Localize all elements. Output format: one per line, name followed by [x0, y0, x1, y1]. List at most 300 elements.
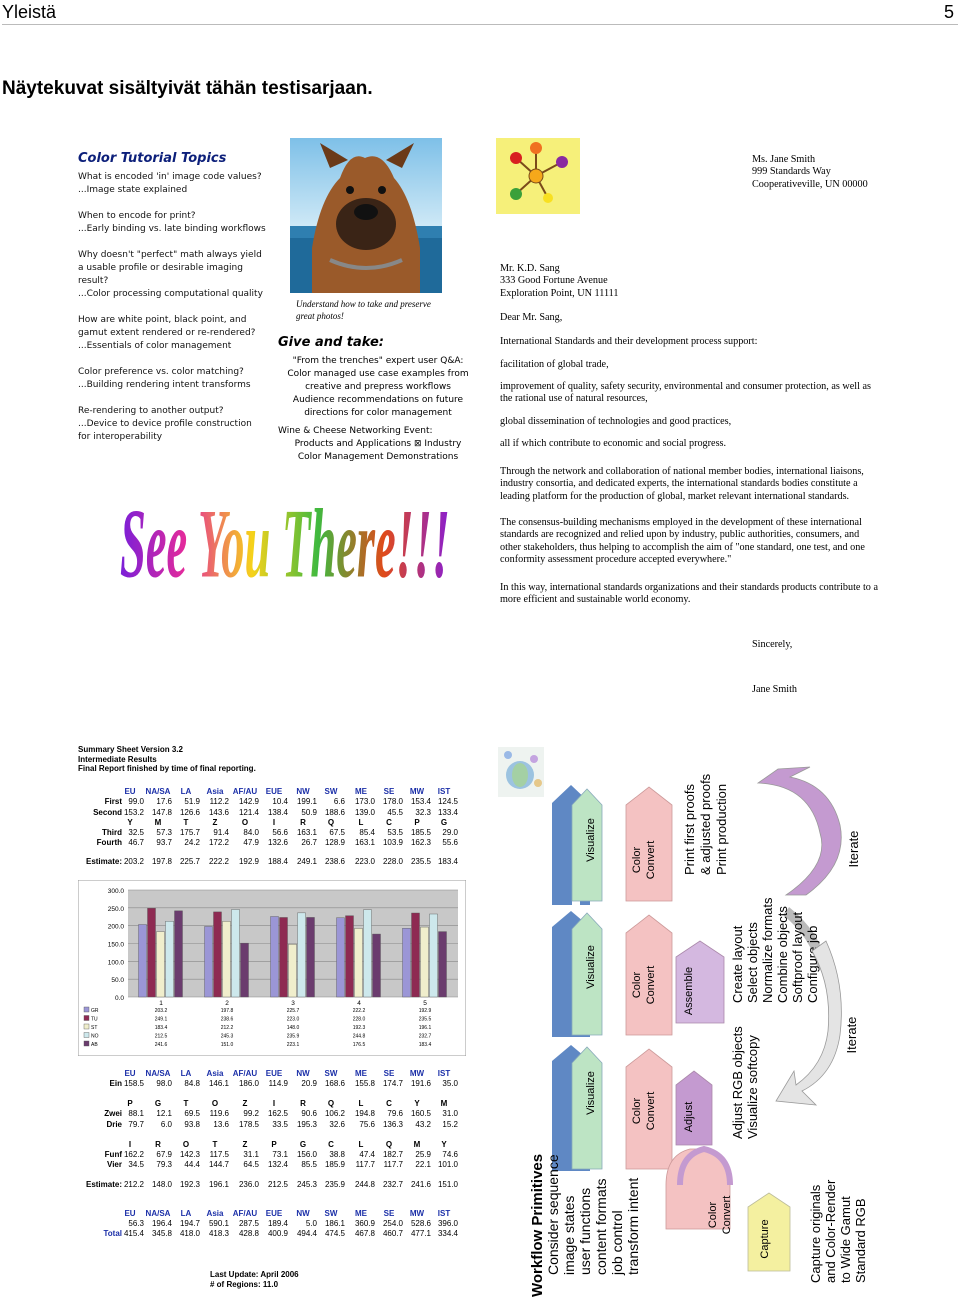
column-header: P [271, 1140, 277, 1149]
data-table-cell: 192.9 [418, 1008, 432, 1014]
table-cell: 236.0 [238, 1180, 259, 1189]
table-cell: 178.5 [238, 1120, 259, 1129]
table-cell: 34.5 [128, 1160, 144, 1169]
tutorial-block [78, 249, 278, 301]
address-line: Exploration Point, UN 11111 [500, 287, 619, 299]
table-cell: 172.2 [208, 838, 229, 847]
stage2-assemble-label: Assemble [683, 966, 695, 1016]
table-cell: 186.0 [238, 1079, 259, 1088]
column-header: SW [324, 1069, 338, 1078]
data-table-cell: 225.7 [286, 1008, 300, 1014]
row-label: Ein [109, 1079, 122, 1088]
table-cell: 79.3 [156, 1160, 172, 1169]
bar-tu [346, 916, 354, 997]
column-header: Z [212, 818, 218, 827]
table-cell: 158.5 [123, 1079, 144, 1088]
salutation: Dear Mr. Sang, [500, 312, 563, 323]
letter-bullet: facilitation of global trade, [500, 359, 609, 370]
tutorial-line: ...Image state explained [78, 185, 188, 195]
table-cell: 212.5 [267, 1180, 288, 1189]
table-cell: 191.6 [410, 1079, 431, 1088]
table-cell: 189.4 [267, 1219, 288, 1228]
column-header: T [212, 1140, 218, 1149]
bar-st [223, 921, 231, 997]
table-cell: 117.7 [383, 1160, 403, 1169]
column-header: M [440, 1099, 448, 1108]
y-tick-label: 100.0 [107, 959, 124, 967]
tutorial-line: a usable profile or desirable imaging [78, 263, 243, 273]
summary-header [78, 745, 256, 774]
letter-intro: International Standards and their development process support: [500, 336, 758, 347]
table-cell: 418.3 [208, 1229, 229, 1238]
stage2-text-line: Create layout [730, 925, 745, 1003]
table-cell: 73.1 [272, 1150, 288, 1159]
table-cell: 142.9 [238, 797, 259, 806]
give-line: "From the trenches" expert user Q&A: [292, 356, 464, 366]
tutorial-block [78, 366, 278, 392]
table-cell: 155.8 [354, 1079, 375, 1088]
table-cell: 225.7 [179, 857, 200, 866]
data-table-cell: 249.1 [154, 1016, 168, 1023]
tutorial-line: Why doesn't "perfect" math always yield [78, 250, 262, 260]
bar-st [355, 928, 363, 997]
bar-gr [337, 918, 345, 997]
column-header: EUE [265, 1069, 283, 1078]
region-count: # of Regions: 11.0 [210, 1280, 279, 1289]
tutorial-line: Re-rendering to another output? [78, 406, 224, 416]
table-cell: 254.0 [382, 1219, 403, 1228]
table-cell: 400.9 [267, 1229, 288, 1238]
legend-label: ST [91, 1025, 98, 1031]
column-header: IST [437, 1069, 451, 1078]
bar-no [166, 921, 174, 997]
section-title: Yleistä [2, 2, 57, 22]
letter-bullet: global dissemination of technologies and good practices, [500, 416, 732, 427]
stage1-visualize-label: Visualize [585, 818, 597, 862]
primitive-item: image states [561, 1195, 577, 1275]
table-cell: 178.0 [382, 797, 403, 806]
stage2-iterate-label: Iterate [844, 1016, 859, 1054]
data-table-cell: 223.1 [286, 1042, 300, 1048]
table-cell: 85.4 [359, 828, 375, 837]
row-label: Zwei [104, 1109, 122, 1118]
column-header: LA [180, 787, 192, 796]
page-heading: Näytekuvat sisältyivät tähän testisarjaan. [2, 78, 373, 99]
table-cell: 241.6 [410, 1180, 431, 1189]
table-cell: 143.6 [208, 808, 229, 817]
table-cell: 91.4 [213, 828, 229, 837]
stage2-text-line: Combine objects [775, 906, 790, 1003]
column-header: C [386, 1099, 392, 1108]
data-table-cell: 151.0 [220, 1042, 234, 1048]
column-header: Z [242, 1099, 248, 1108]
table-cell: 114.9 [268, 1079, 288, 1088]
row-label: Estimate: [85, 1180, 122, 1189]
column-header: L [358, 1140, 364, 1149]
give-and-take-panel [278, 336, 478, 464]
column-header: Asia [206, 1069, 224, 1078]
tutorial-line: ...Building rendering intent transforms [78, 380, 251, 390]
table-cell: 31.1 [243, 1150, 259, 1159]
column-header: L [358, 818, 364, 827]
column-header: Z [242, 1140, 248, 1149]
table-cell: 10.4 [272, 797, 288, 806]
column-header: IST [437, 1209, 451, 1218]
data-table-cell: 244.8 [352, 1033, 366, 1040]
table-cell: 474.5 [324, 1229, 345, 1238]
table-cell: 197.8 [151, 857, 172, 866]
column-header: ME [355, 787, 367, 796]
stage4-text-line: and Color-Render [823, 1179, 838, 1283]
summary-line: Intermediate Results [78, 754, 157, 764]
table-cell: 93.7 [156, 838, 172, 847]
bar-no [232, 910, 240, 997]
column-header: MW [409, 1069, 425, 1078]
bar-ab [307, 917, 315, 997]
stage4-capture-label: Capture [759, 1219, 771, 1259]
stage2-text-line: Normalize formats [760, 897, 775, 1003]
table-cell: 203.2 [123, 857, 144, 866]
tutorial-line: ...Early binding vs. late binding workflows [78, 224, 266, 234]
address-line: 999 Standards Way [752, 166, 831, 178]
bar-no [298, 913, 306, 997]
data-table-cell: 192.3 [352, 1025, 366, 1031]
table-cell: 38.8 [329, 1150, 345, 1159]
stage1-text-line: & adjusted proofs [698, 773, 713, 875]
y-tick-label: 150.0 [107, 941, 124, 949]
column-header: R [300, 818, 306, 827]
table-cell: 334.4 [437, 1229, 458, 1238]
table-cell: 79.6 [387, 1109, 403, 1118]
column-header: Q [327, 1099, 335, 1108]
data-table-cell: 235.9 [286, 1033, 300, 1040]
column-header: Y [441, 1140, 447, 1149]
last-update: Last Update: April 2006 [210, 1270, 299, 1279]
table-cell: 146.1 [208, 1079, 229, 1088]
table-cell: 88.1 [128, 1109, 144, 1118]
bar-gr [139, 925, 147, 997]
legend-label: GR [91, 1008, 99, 1014]
table-cell: 67.9 [156, 1150, 172, 1159]
letter-paragraph: In this way, international standards organizations and their standards products contribute to a more efficient and sustainable world economy. [500, 582, 878, 606]
tutorial-block [78, 314, 278, 353]
bar-st [289, 944, 297, 997]
table-cell: 194.8 [354, 1109, 375, 1118]
table-cell: 43.2 [415, 1120, 431, 1129]
data-table-cell: 245.3 [220, 1033, 234, 1040]
table-cell: 64.5 [243, 1160, 259, 1169]
column-header: SE [383, 1069, 395, 1078]
table-cell: 345.8 [151, 1229, 172, 1238]
bar-tu [214, 912, 222, 997]
data-table-cell: 238.6 [220, 1016, 234, 1023]
column-header: LA [180, 1209, 192, 1218]
table-cell: 196.4 [151, 1219, 172, 1228]
update-info [210, 1270, 299, 1290]
table-cell: 46.7 [128, 838, 144, 847]
x-tick-label: 2 [225, 1000, 229, 1007]
table-cell: 212.2 [123, 1180, 144, 1189]
stage3-convert-label: Convert [645, 1091, 657, 1131]
sender-address [752, 154, 952, 191]
column-header: G [299, 1140, 307, 1149]
column-header: M [413, 1140, 421, 1149]
stage2-color-label: Color [631, 971, 643, 999]
column-header: T [183, 818, 189, 827]
legend-swatch [84, 1016, 89, 1021]
letter-bullet: improvement of quality, safety security, environmental and consumer protection, as well as the rational use of natural resources, [500, 381, 871, 405]
bar-gr [205, 926, 213, 997]
tutorial-line: for interoperability [78, 432, 163, 442]
column-header: SE [383, 787, 395, 796]
stage4-text-line: to Wide Gamut [838, 1196, 853, 1283]
table-cell: 139.0 [354, 808, 375, 817]
table-cell: 103.9 [382, 838, 403, 847]
table-cell: 138.4 [267, 808, 288, 817]
table-cell: 173.0 [354, 797, 375, 806]
table-cell: 156.0 [296, 1150, 317, 1159]
column-header: P [127, 1099, 133, 1108]
tutorial-block [78, 405, 278, 444]
column-header: I [272, 1099, 276, 1108]
bar-ab [175, 911, 183, 997]
table-cell: 6.6 [333, 797, 345, 806]
legend-label: TU [91, 1016, 98, 1023]
table-cell: 185.5 [410, 828, 431, 837]
table-cell: 196.1 [208, 1180, 229, 1189]
table-cell: 31.0 [442, 1109, 458, 1118]
data-table-cell: 212.5 [154, 1033, 168, 1040]
bar-ab [439, 932, 447, 997]
table-cell: 99.2 [243, 1109, 259, 1118]
tutorial-line: gamut extent rendered or re-rendered? [78, 328, 256, 338]
stage3-color-label: Color [631, 1097, 643, 1125]
table-cell: 106.2 [324, 1109, 345, 1118]
stage2-convert-label: Convert [645, 965, 657, 1005]
table-cell: 188.4 [267, 857, 288, 866]
give-line: creative and prepress workflows [305, 382, 451, 392]
table-cell: 32.3 [415, 808, 431, 817]
column-header: Q [385, 1140, 393, 1149]
column-header: IST [437, 787, 451, 796]
bar-gr [271, 917, 279, 997]
table-cell: 51.9 [184, 797, 200, 806]
table-cell: 185.9 [324, 1160, 345, 1169]
table-cell: 249.1 [296, 857, 317, 866]
column-header: Q [327, 818, 335, 827]
table-cell: 35.0 [442, 1079, 458, 1088]
table-cell: 56.3 [128, 1219, 144, 1228]
color-tutorial-panel [78, 152, 278, 457]
letter-after-bullets: all if which contribute to economic and social progress. [500, 438, 727, 449]
column-header: P [414, 818, 420, 827]
table-cell: 25.9 [415, 1150, 431, 1159]
table-cell: 121.4 [238, 808, 259, 817]
table-cell: 98.0 [156, 1079, 172, 1088]
stage2-text-line: Configure job [805, 925, 820, 1003]
column-header: ME [355, 1209, 367, 1218]
give-line: Color managed use case examples from [287, 369, 469, 379]
data-table-cell: 222.2 [352, 1008, 366, 1014]
table-cell: 47.9 [243, 838, 259, 847]
table-cell: 44.4 [184, 1160, 200, 1169]
closing: Sincerely, [752, 639, 793, 650]
column-header: AF/AU [232, 787, 258, 796]
table-cell: 47.4 [359, 1150, 375, 1159]
table-cell: 244.8 [354, 1180, 375, 1189]
tutorial-line: What is encoded 'in' image code values? [78, 172, 262, 182]
data-table-cell: 196.1 [418, 1025, 432, 1031]
table-cell: 163.1 [354, 838, 375, 847]
table-cell: 128.9 [324, 838, 345, 847]
tutorial-line: When to encode for print? [78, 211, 196, 221]
table-cell: 183.4 [437, 857, 458, 866]
table-cell: 528.6 [410, 1219, 431, 1228]
row-label: Total [103, 1229, 122, 1238]
table-cell: 45.5 [387, 808, 403, 817]
table-cell: 287.5 [238, 1219, 259, 1228]
column-header: NW [296, 787, 310, 796]
column-header: SW [324, 1209, 338, 1218]
table-cell: 396.0 [437, 1219, 458, 1228]
table-cell: 117.5 [209, 1150, 229, 1159]
bar-tu [412, 913, 420, 997]
table-cell: 192.9 [238, 857, 259, 866]
column-header: NW [296, 1069, 310, 1078]
stage1-iterate-label: Iterate [846, 830, 861, 868]
stage4-text-line: Standard RGB [853, 1198, 868, 1283]
column-header: R [155, 1140, 161, 1149]
table-cell: 85.5 [301, 1160, 317, 1169]
table-cell: 162.5 [267, 1109, 288, 1118]
data-table-cell: 223.0 [286, 1016, 300, 1023]
table-cell: 415.4 [123, 1229, 144, 1238]
row-label: Estimate: [85, 857, 122, 866]
table-cell: 162.2 [123, 1150, 144, 1159]
table-cell: 182.7 [382, 1150, 403, 1159]
data-table-cell: 183.4 [418, 1042, 432, 1048]
table-cell: 15.2 [442, 1120, 458, 1129]
stage1-iterate-arrow [758, 767, 841, 895]
y-tick-label: 0.0 [114, 995, 124, 1002]
column-header: L [358, 1099, 364, 1108]
table-cell: 168.6 [324, 1079, 345, 1088]
stage1-color-label: Color [631, 846, 643, 874]
table-cell: 90.6 [301, 1109, 317, 1118]
primitive-item: user functions [577, 1187, 593, 1275]
column-header: AF/AU [232, 1209, 258, 1218]
row-label: First [104, 797, 122, 806]
table-cell: 53.5 [387, 828, 403, 837]
letter-paragraph: Through the network and collaboration of national member bodies, international liaisons, industry consortia, and dedicated experts, the international standards bodies constitute a leading platform for the production of global, market relevant international standards. [500, 466, 864, 502]
row-label: Drie [106, 1120, 122, 1129]
column-header: M [154, 818, 162, 827]
data-table-cell: 212.2 [220, 1025, 234, 1031]
tutorial-line: ...Essentials of color management [78, 341, 232, 351]
photo-caption: Understand how to take and preserve great photos! [296, 299, 431, 321]
event-title: Wine & Cheese Networking Event: [278, 426, 433, 436]
table-cell: 99.0 [128, 797, 144, 806]
stage2-visualize-label: Visualize [585, 945, 597, 989]
table-cell: 101.0 [437, 1160, 458, 1169]
table-cell: 238.6 [324, 857, 345, 866]
table-cell: 33.5 [272, 1120, 288, 1129]
address-line: Mr. K.D. Sang [500, 263, 560, 274]
table-cell: 163.1 [296, 828, 317, 837]
y-tick-label: 200.0 [107, 923, 124, 931]
table-cell: 126.6 [179, 808, 200, 817]
table-cell: 222.2 [208, 857, 229, 866]
tutorial-title: Color Tutorial Topics [78, 151, 227, 166]
stage4-color-label: Color [707, 1201, 719, 1229]
tutorial-line: Color preference vs. color matching? [78, 367, 244, 377]
table-cell: 69.5 [184, 1109, 200, 1118]
table-cell: 590.1 [208, 1219, 229, 1228]
stage1-text-line: Print production [714, 783, 729, 875]
table-cell: 186.1 [324, 1219, 345, 1228]
table-cell: 6.0 [160, 1120, 172, 1129]
row-label: Vier [107, 1160, 122, 1169]
stage3-text-line: Adjust RGB objects [730, 1026, 745, 1139]
table-cell: 175.7 [179, 828, 200, 837]
column-header: LA [180, 1069, 192, 1078]
tutorial-block [78, 171, 278, 197]
column-header: SW [324, 787, 338, 796]
row-label: Fourth [96, 838, 122, 847]
column-header: NW [296, 1209, 310, 1218]
table-cell: 228.0 [382, 857, 403, 866]
column-header: NA/SA [145, 1069, 171, 1078]
column-header: C [328, 1140, 334, 1149]
legend-swatch [84, 1033, 89, 1038]
column-header: G [440, 818, 448, 827]
data-table-cell: 203.2 [154, 1008, 168, 1014]
workflow-diagram [490, 745, 960, 1304]
legend-label: NO [91, 1033, 99, 1040]
stage3-visualize-label: Visualize [585, 1071, 597, 1115]
table-cell: 467.8 [354, 1229, 375, 1238]
x-tick-label: 4 [357, 1000, 361, 1007]
table-cell: 477.1 [410, 1229, 431, 1238]
legend-label: AB [91, 1042, 98, 1048]
x-tick-label: 5 [423, 1000, 427, 1007]
table-cell: 144.7 [208, 1160, 229, 1169]
row-label: Third [102, 828, 122, 837]
table-cell: 124.5 [437, 797, 458, 806]
column-header: EU [124, 1209, 136, 1218]
bar-tu [280, 917, 288, 997]
table-cell: 55.6 [442, 838, 458, 847]
stage2-text-line: Softproof layout [790, 911, 805, 1003]
table-cell: 32.6 [329, 1120, 345, 1129]
data-table-cell: 176.5 [352, 1042, 366, 1048]
event-line: Products and Applications ⊠ Industry [294, 439, 462, 449]
table-cell: 84.8 [184, 1079, 200, 1088]
table-cell: 50.9 [301, 808, 317, 817]
y-tick-label: 250.0 [107, 905, 124, 913]
column-header: Y [127, 818, 133, 827]
column-header: O [211, 1099, 219, 1108]
workflow-title: Workflow Primitives [529, 1153, 546, 1297]
table-cell: 142.3 [179, 1150, 200, 1159]
table-cell: 117.7 [355, 1160, 375, 1169]
column-header: Y [414, 1099, 420, 1108]
table-cell: 194.7 [179, 1219, 200, 1228]
data-table-cell: 232.7 [418, 1033, 432, 1040]
table-cell: 133.4 [437, 808, 458, 817]
tutorial-line: ...Device to device profile construction [78, 419, 252, 429]
table-cell: 195.3 [296, 1120, 317, 1129]
